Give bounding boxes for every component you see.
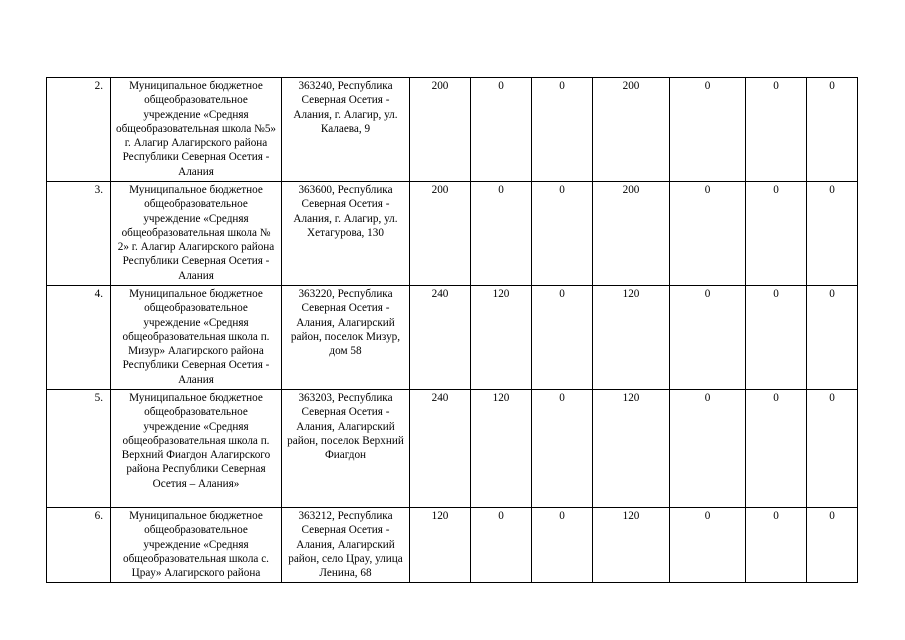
value-cell: 0 — [746, 78, 807, 182]
school-address: 363212, Республика Северная Осетия - Алания, Алагирский район, село Цpay, улица Ленина, 68 — [282, 508, 410, 583]
value-cell: 0 — [532, 508, 593, 583]
value-cell: 0 — [471, 78, 532, 182]
value-cell: 240 — [410, 286, 471, 390]
value-cell: 0 — [532, 390, 593, 508]
value-cell: 200 — [593, 78, 670, 182]
value-cell: 120 — [593, 286, 670, 390]
row-number: 6. — [47, 508, 111, 583]
value-cell: 0 — [532, 286, 593, 390]
schools-table — [46, 77, 858, 583]
value-cell: 0 — [807, 78, 858, 182]
value-cell: 0 — [670, 390, 746, 508]
value-cell: 0 — [746, 286, 807, 390]
value-cell: 200 — [410, 78, 471, 182]
school-name: Муниципальное бюджетное общеобразовательное учреждение «Средняя общеобразовательная школа с. Цpay» Алагирского района — [111, 508, 282, 583]
school-address: 363240, Республика Северная Осетия - Алания, г. Алагир, ул. Калаева, 9 — [282, 78, 410, 182]
row-number: 5. — [47, 390, 111, 508]
school-name: Муниципальное бюджетное общеобразовательное учреждение «Средняя общеобразовательная школа № 2» г. Алагир Алагирского района Республики Северная Осетия - Алания — [111, 182, 282, 286]
value-cell: 0 — [670, 286, 746, 390]
school-address: 363220, Республика Северная Осетия - Алания, Алагирский район, поселок Мизур, дом 58 — [282, 286, 410, 390]
value-cell: 0 — [746, 508, 807, 583]
table-row — [47, 390, 858, 508]
value-cell: 0 — [746, 182, 807, 286]
table-row — [47, 78, 858, 182]
value-cell: 120 — [593, 508, 670, 583]
row-number: 4. — [47, 286, 111, 390]
value-cell: 0 — [746, 390, 807, 508]
row-number: 3. — [47, 182, 111, 286]
value-cell: 0 — [670, 508, 746, 583]
value-cell: 120 — [471, 286, 532, 390]
school-address: 363600, Республика Северная Осетия - Алания, г. Алагир, ул. Хетагурова, 130 — [282, 182, 410, 286]
value-cell: 0 — [807, 508, 858, 583]
table-row — [47, 508, 858, 583]
value-cell: 200 — [410, 182, 471, 286]
value-cell: 0 — [807, 182, 858, 286]
value-cell: 200 — [593, 182, 670, 286]
table-row — [47, 182, 858, 286]
value-cell: 0 — [471, 182, 532, 286]
value-cell: 120 — [593, 390, 670, 508]
value-cell: 120 — [471, 390, 532, 508]
row-number: 2. — [47, 78, 111, 182]
school-name: Муниципальное бюджетное общеобразовательное учреждение «Средняя общеобразовательная школа п. Верхний Фиагдон Алагирского района Республики Северная Осетия – Алания» — [111, 390, 282, 508]
value-cell: 0 — [670, 78, 746, 182]
value-cell: 240 — [410, 390, 471, 508]
value-cell: 0 — [532, 182, 593, 286]
value-cell: 0 — [471, 508, 532, 583]
school-address: 363203, Республика Северная Осетия - Алания, Алагирский район, поселок Верхний Фиагдон — [282, 390, 410, 508]
value-cell: 120 — [410, 508, 471, 583]
value-cell: 0 — [807, 390, 858, 508]
school-name: Муниципальное бюджетное общеобразовательное учреждение «Средняя общеобразовательная школа п. Мизур» Алагирского района Республики Северная Осетия - Алания — [111, 286, 282, 390]
value-cell: 0 — [532, 78, 593, 182]
table-row — [47, 286, 858, 390]
school-name: Муниципальное бюджетное общеобразовательное учреждение «Средняя общеобразовательная школа №5» г. Алагир Алагирского района Республики Северная Осетия - Алания — [111, 78, 282, 182]
value-cell: 0 — [807, 286, 858, 390]
value-cell: 0 — [670, 182, 746, 286]
